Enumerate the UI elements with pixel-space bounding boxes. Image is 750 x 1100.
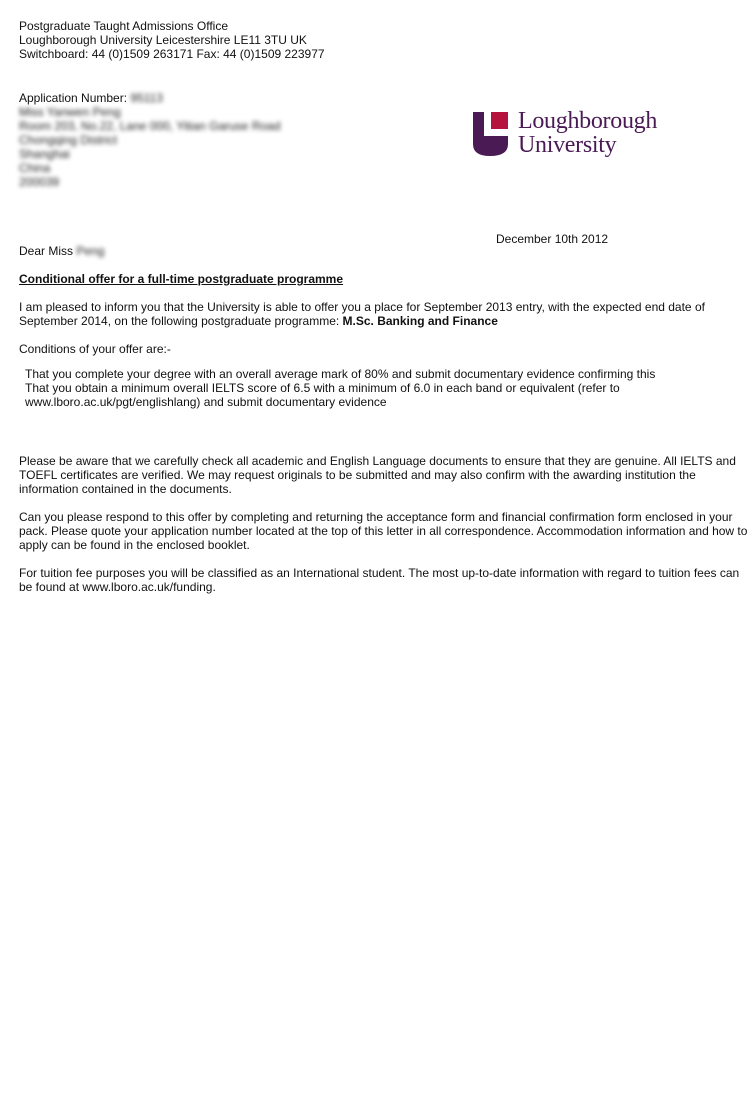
application-number [19,91,281,105]
conditions-heading: Conditions of your offer are:- [19,342,171,356]
programme-name: M.Sc. Banking and Finance [342,314,498,328]
greeting-name: Peng [76,244,105,258]
conditions-list [25,367,725,409]
office-phone: Switchboard: 44 (0)1509 263171 Fax: 44 (0)1509 223977 [19,47,325,61]
condition-item: That you obtain a minimum overall IELTS score of 6.5 with a minimum of 6.0 in each band or equivalent (refer to [25,381,620,395]
university-logo [472,110,682,160]
logo-wordmark [518,108,657,156]
letter-subject: Conditional offer for a full-time postgraduate programme [19,272,344,286]
paragraph-line: Can you please respond to this offer by completing and returning the acceptance form and financial confirmation form enclosed in your [19,510,733,524]
paragraph-line: For tuition fee purposes you will be classified as an International student. The most up-to-date information with regard to tuition fees can [19,566,740,580]
applicant-address-line: China [19,161,51,175]
intro-line-text: September 2014, on the following postgraduate programme: [19,314,343,328]
application-number-value: 95113 [130,91,163,105]
applicant-address-line: Shanghai [19,147,70,161]
paragraph-line: apply can be found in the enclosed booklet. [19,538,250,552]
condition-item: That you complete your degree with an overall average mark of 80% and submit documentary evidence confirming this [25,367,656,381]
office-name: Postgraduate Taught Admissions Office [19,19,229,33]
university-crest-icon [472,110,512,158]
letter-date: December 10th 2012 [496,232,609,246]
paragraph-line: Please be aware that we carefully check all academic and English Language documents to ensure that they are genuine. All IELTS and [19,454,736,468]
applicant-name: Miss Yanwen Peng [19,105,121,119]
response-paragraph [19,510,747,552]
intro-line: I am pleased to inform you that the University is able to offer you a place for September 2013 entry, with the expected end date of [19,300,705,314]
greeting-prefix: Dear Miss [19,244,77,258]
applicant-address-line: 200039 [19,175,60,189]
intro-paragraph [19,300,739,328]
verification-paragraph [19,454,744,496]
greeting [19,244,104,258]
paragraph-line: TOEFL certificates are verified. We may request originals to be submitted and may also confirm with the awarding institution the [19,468,696,482]
paragraph-line: pack. Please quote your application number located at the top of this letter in all correspondence. Accommodation information and how to [19,524,748,538]
applicant-address-line: Chongqing District [19,133,118,147]
condition-item-continued: www.lboro.ac.uk/pgt/englishlang) and submit documentary evidence [25,395,387,409]
applicant-address-block [19,91,281,189]
intro-line [19,314,739,328]
office-address: Loughborough University Leicestershire LE11 3TU UK [19,33,307,47]
applicant-address-line: Room 203, No.22, Lane 000, Yitian Garuse Road [19,119,281,133]
office-address-block [19,19,325,61]
paragraph-line: be found at www.lboro.ac.uk/funding. [19,580,216,594]
application-number-label: Application Number: [19,91,131,105]
logo-wordmark-line1: Loughborough [518,108,658,134]
logo-wordmark-line2: University [518,132,617,158]
paragraph-line: information contained in the documents. [19,482,232,496]
tuition-paragraph [19,566,744,594]
